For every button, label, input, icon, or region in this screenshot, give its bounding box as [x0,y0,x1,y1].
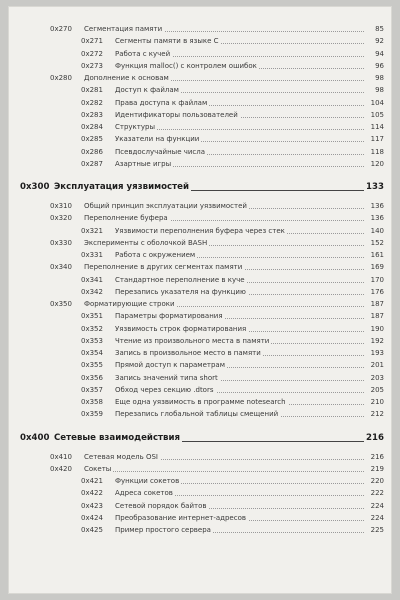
toc-entry-row [8,310,392,322]
toc-section-title: Псевдослучайные числа [115,146,207,158]
toc-chapter-row [8,430,392,446]
toc-section-code: 0x354 [81,349,103,357]
toc-section-code: 0x358 [81,398,103,406]
toc-section-code: 0x357 [81,385,103,394]
toc-section-title: Эксплуатация уязвимостей [54,179,191,195]
toc-entry-row [8,212,392,224]
toc-entry-row [8,23,392,35]
toc-section-code: 0x359 [81,410,103,419]
toc-section-title: Запись в произвольное место в памяти [115,347,263,359]
toc-section-code: 0x321 [81,226,103,235]
toc-section-code: 0x356 [81,373,103,382]
toc-section-title: Форматирующие строки [84,298,177,310]
toc-page-number: 92 [373,35,384,47]
toc-section-code: 0x351 [81,312,103,321]
toc-section-title: Уязвимость строк форматирования [115,323,248,335]
toc-section-code: 0x420 [50,464,72,473]
toc-leader-dots [84,463,364,472]
toc-page-number: 114 [369,121,384,133]
toc-page-number: 98 [373,84,384,96]
toc-entry-row [8,225,392,237]
toc-page-number: 203 [369,372,384,384]
toc-section-code: 0x410 [50,452,72,461]
toc-section-title: Переполнение буфера [84,212,170,224]
toc-page-number: 192 [369,335,384,347]
toc-entry-row [8,274,392,286]
toc-section-title: Преобразование интернет-адресов [115,512,248,524]
toc-page-number: 120 [369,158,384,170]
table-of-contents [8,23,392,536]
toc-page-number: 169 [369,261,384,273]
toc-page-number: 133 [364,179,384,195]
toc-page-number: 170 [369,274,384,286]
toc-section-title: Пример простого сервера [115,524,213,536]
toc-page-number: 94 [373,48,384,60]
toc-entry-row [8,372,392,384]
toc-section-title: Идентификаторы пользователей [115,109,240,121]
toc-chapter-row [8,179,392,195]
toc-entry-row [8,72,392,84]
toc-section-title: Дополнение к основам [84,72,171,84]
toc-section-code: 0x330 [50,238,72,247]
toc-section-code: 0x352 [81,324,103,333]
toc-section-title: Чтение из произвольного места в памяти [115,335,271,347]
toc-page-number: 187 [369,310,384,322]
toc-page-number: 190 [369,323,384,335]
toc-section-code: 0x300 [20,182,50,192]
toc-entry-row [8,237,392,249]
toc-section-title: Параметры форматирования [115,310,225,322]
toc-section-code: 0x400 [20,432,50,443]
toc-entry-row [8,524,392,536]
toc-page-number: 187 [369,298,384,310]
toc-section-title: Функция malloc() с контролем ошибок [115,60,259,72]
toc-section-code: 0x353 [81,336,103,345]
toc-entry-row [8,323,392,335]
toc-page-number: 224 [369,500,384,512]
toc-entry-row [8,35,392,47]
toc-section-code: 0x340 [50,263,72,272]
toc-section-title: Сокеты [84,463,113,475]
toc-section-title: Доступ к файлам [115,84,181,96]
toc-page-number: 212 [369,408,384,420]
toc-entry-row [8,451,392,463]
toc-section-code: 0x424 [81,513,103,522]
toc-page-number: 210 [369,396,384,408]
toc-page-number: 205 [369,384,384,396]
toc-section-code: 0x341 [81,275,103,284]
toc-entry-row [8,200,392,212]
toc-page-number: 224 [369,512,384,524]
toc-section-title: Сегментация памяти [84,23,164,35]
toc-entry-row [8,146,392,158]
toc-entry-row [8,408,392,420]
toc-section-code: 0x273 [81,61,103,70]
toc-entry-row [8,84,392,96]
toc-section-code: 0x425 [81,526,103,534]
toc-section-code: 0x350 [50,300,72,308]
toc-section-title: Обход через секцию .dtors [115,384,216,396]
toc-section-title: Азартные игры [115,158,173,170]
toc-section-title: Сетевая модель OSI [84,451,160,463]
toc-section-title: Структуры [115,121,157,133]
toc-entry-row [8,261,392,273]
toc-section-code: 0x310 [50,202,72,210]
toc-entry-row [8,298,392,310]
book-page [8,6,392,594]
toc-page-number: 98 [373,72,384,84]
toc-section-code: 0x285 [81,135,103,144]
toc-section-code: 0x281 [81,86,103,95]
toc-section-code: 0x284 [81,123,103,131]
toc-entry-row [8,500,392,512]
toc-section-code: 0x422 [81,489,103,498]
toc-page-number: 220 [369,475,384,487]
toc-page-number: 222 [369,487,384,499]
toc-page-number: 216 [369,451,384,463]
toc-section-title: Работа с кучей [115,48,172,60]
toc-section-code: 0x342 [81,287,103,296]
toc-section-code: 0x331 [81,251,103,259]
toc-entry-row [8,97,392,109]
toc-section-title: Функции сокетов [115,475,181,487]
toc-page-number: 216 [364,430,384,446]
toc-section-title: Стандартное переполнение в куче [115,274,247,286]
toc-entry-row [8,60,392,72]
toc-entry-row [8,121,392,133]
toc-entry-row [8,286,392,298]
toc-page-number: 96 [373,60,384,72]
toc-section-code: 0x282 [81,98,103,107]
toc-section-title: Сетевые взаимодействия [54,430,182,446]
toc-entry-row [8,512,392,524]
toc-section-title: Перезапись глобальной таблицы смещений [115,408,280,420]
toc-section-title: Запись значений типа short [115,372,220,384]
toc-entry-row [8,109,392,121]
toc-section-title: Работа с окружением [115,249,197,261]
toc-page-number: 140 [369,225,384,237]
toc-page-number: 152 [369,237,384,249]
toc-page-number: 201 [369,359,384,371]
toc-section-code: 0x320 [50,214,72,223]
toc-page-number: 85 [373,23,384,35]
toc-section-code: 0x283 [81,110,103,119]
toc-section-code: 0x421 [81,477,103,485]
toc-page-number: 117 [369,133,384,145]
toc-page-number: 176 [369,286,384,298]
toc-entry-row [8,133,392,145]
toc-section-code: 0x271 [81,37,103,46]
toc-page-number: 161 [369,249,384,261]
toc-entry-row [8,384,392,396]
toc-section-title: Сегменты памяти в языке C [115,35,221,47]
toc-section-code: 0x286 [81,147,103,156]
toc-section-title: Адреса сокетов [115,487,175,499]
toc-section-title: Еще одна уязвимость в программе notesearch [115,396,288,408]
toc-page-number: 225 [369,524,384,536]
toc-page-number: 118 [369,146,384,158]
toc-page-number: 136 [369,200,384,212]
toc-entry-row [8,335,392,347]
toc-section-title: Сетевой порядок байтов [115,500,209,512]
toc-entry-row [8,359,392,371]
toc-section-title: Перезапись указателя на функцию [115,286,248,298]
toc-section-code: 0x355 [81,361,103,370]
toc-entry-row [8,48,392,60]
toc-page-number: 219 [369,463,384,475]
toc-page-number: 105 [369,109,384,121]
toc-page-number: 193 [369,347,384,359]
toc-entry-row [8,396,392,408]
toc-section-title: Уязвимости переполнения буфера через стек [115,225,287,237]
toc-section-title: Прямой доступ к параметрам [115,359,227,371]
toc-section-code: 0x280 [50,74,72,82]
toc-section-code: 0x270 [50,25,72,33]
toc-section-title: Указатели на функции [115,133,201,145]
toc-page-number: 136 [369,212,384,224]
toc-entry-row [8,249,392,261]
toc-entry-row [8,475,392,487]
toc-entry-row [8,463,392,475]
toc-page-number: 104 [369,97,384,109]
toc-entry-row [8,347,392,359]
toc-entry-row [8,158,392,170]
toc-section-code: 0x287 [81,159,103,168]
toc-entry-row [8,487,392,499]
toc-section-title: Права доступа к файлам [115,97,209,109]
toc-section-title: Переполнение в других сегментах памяти [84,261,244,273]
toc-section-title: Эксперименты с оболочкой BASH [84,237,209,249]
toc-section-title: Общий принцип эксплуатации уязвимостей [84,200,249,212]
toc-section-code: 0x423 [81,501,103,510]
toc-section-code: 0x272 [81,49,103,58]
